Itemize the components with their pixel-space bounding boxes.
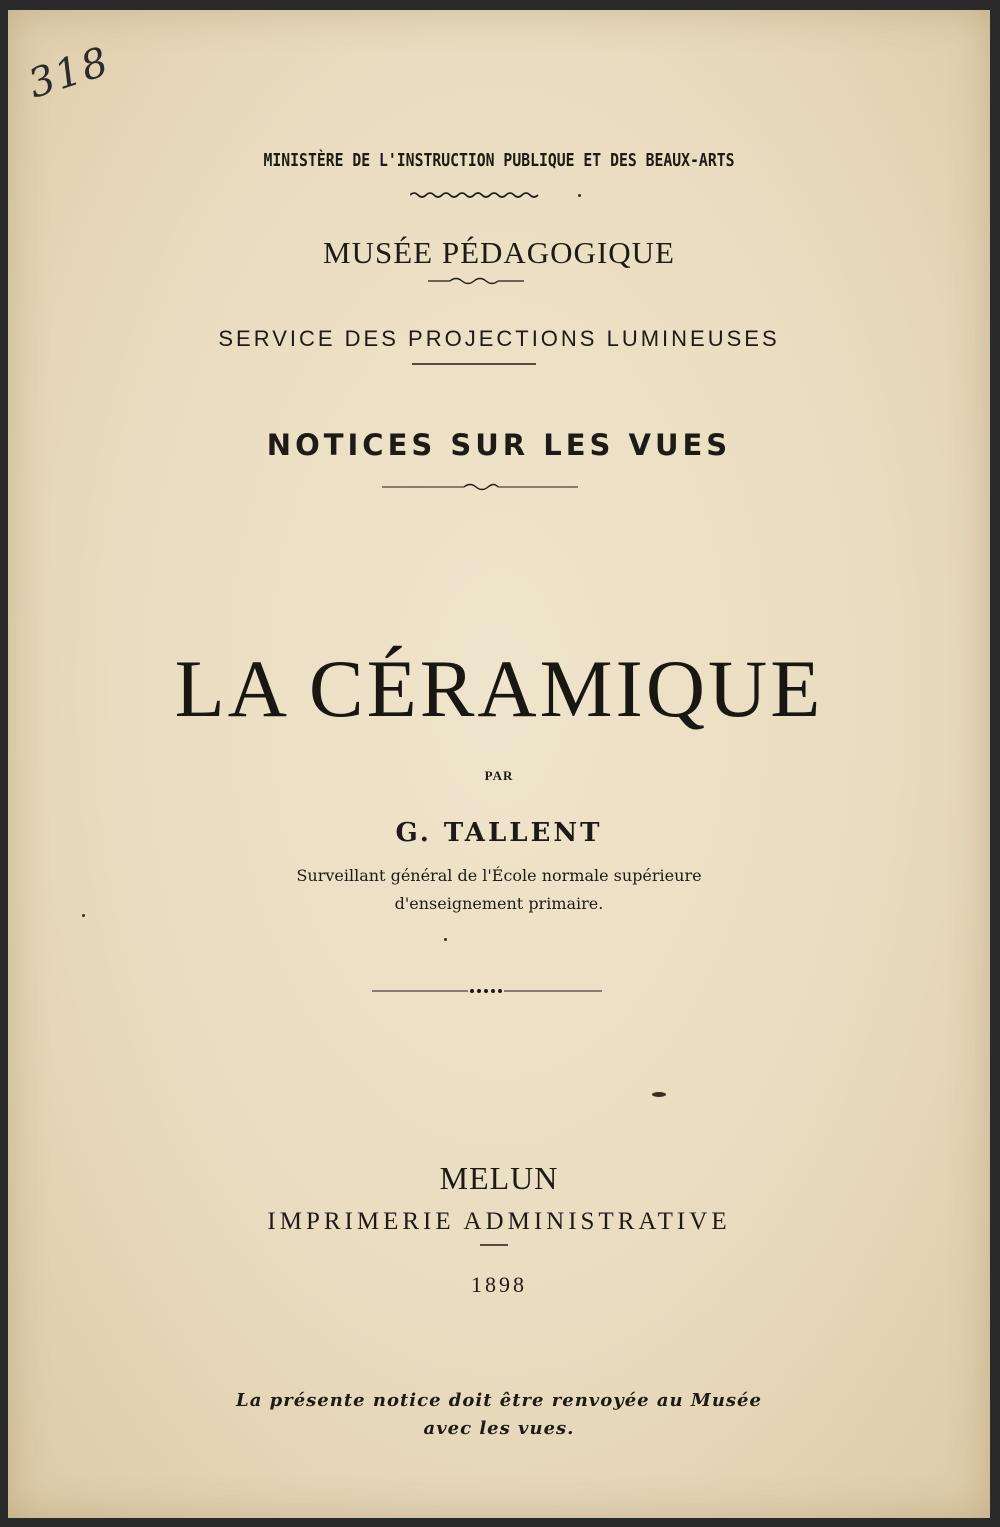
return-notice-line1: La présente notice doit être renvoyée au Musée (236, 1390, 762, 1411)
ministry-heading: MINISTÈRE DE L'INSTRUCTION PUBLIQUE ET DES BEAUX-ARTS (263, 150, 735, 171)
service-heading: SERVICE DES PROJECTIONS LUMINEUSES (218, 326, 780, 351)
author-role-line2: d'enseignement primaire. (394, 894, 604, 913)
wavy-rule-ornament (410, 190, 540, 200)
short-rule (480, 1243, 508, 1247)
museum-heading: MUSÉE PÉDAGOGIQUE (323, 235, 675, 270)
document-title: LA CÉRAMIQUE (174, 643, 824, 734)
paper-speck (82, 914, 85, 917)
paper-speck (444, 938, 447, 941)
imprint-year: 1898 (471, 1272, 527, 1297)
author-role-line1: Surveillant général de l'École normale supérieure (296, 866, 702, 885)
handwritten-catalog-number: 318 (22, 38, 116, 108)
byline-par: PAR (484, 768, 514, 783)
paper-speck (578, 194, 581, 197)
imprint-printer: IMPRIMERIE ADMINISTRATIVE (267, 1208, 731, 1235)
paper-speck (652, 1092, 666, 1097)
plain-rule (412, 362, 536, 366)
scroll-rule-ornament (428, 276, 524, 286)
document-page (8, 10, 990, 1518)
author-name: G. TALLENT (395, 818, 603, 848)
series-heading: NOTICES SUR LES VUES (266, 428, 732, 462)
knot-rule-ornament (382, 482, 578, 492)
dotted-rule-ornament (372, 986, 602, 996)
imprint-city: MELUN (439, 1160, 559, 1196)
return-notice-line2: avec les vues. (423, 1418, 575, 1439)
